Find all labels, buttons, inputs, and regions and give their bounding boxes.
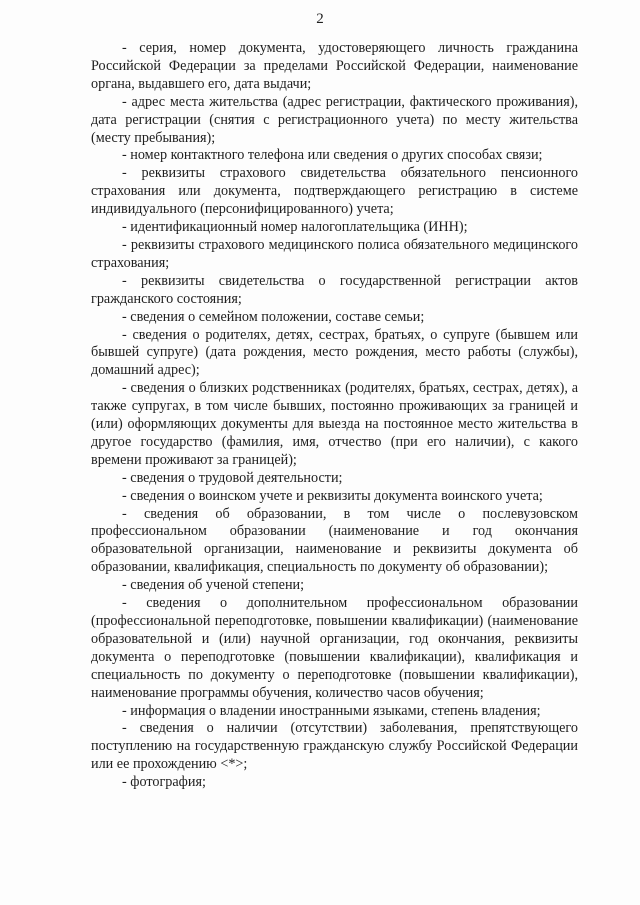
list-item: - сведения об ученой степени;	[122, 577, 305, 594]
list-item: - реквизиты свидетельства о государственной регистрации актов гражданского состояния;	[91, 272, 578, 307]
document-body	[91, 40, 578, 792]
list-item: - сведения о семейном положении, составе семьи;	[122, 308, 425, 325]
list-item: - сведения о близких родственниках (родителях, братьях, сестрах, детях), а также супругах, в том числе бывших, постоянно проживающих за границей и (или) оформляющих документы для выезда на постоянное место жительства в другое государство (фамилия, имя, отчество (при его наличии), с какого времени проживают за границей);	[91, 380, 578, 468]
list-item: - сведения о воинском учете и реквизиты документа воинского учета;	[122, 487, 543, 504]
list-item: - сведения о родителях, детях, сестрах, братьях, о супруге (бывшем или бывшей супруге) (дата рождения, место рождения, место работы (службы), домашний адрес);	[91, 326, 578, 379]
list-item: - реквизиты страхового свидетельства обязательного пенсионного страхования или документа, подтверждающего регистрацию в системе индивидуального (персонифицированного) учета;	[91, 165, 578, 218]
list-item: - фотография;	[122, 774, 206, 791]
list-item: - реквизиты страхового медицинского полиса обязательного медицинского страхования;	[91, 236, 578, 271]
list-item: - адрес места жительства (адрес регистрации, фактического проживания), дата регистрации (снятия с регистрационного учета) по месту жительства (месту пребывания);	[91, 93, 578, 146]
list-item: - серия, номер документа, удостоверяющего личность гражданина Российской Федерации за пределами Российской Федерации, наименование органа, выдавшего его, дата выдачи;	[91, 40, 578, 92]
list-item: - сведения о трудовой деятельности;	[122, 469, 343, 486]
list-item: - идентификационный номер налогоплательщика (ИНН);	[122, 219, 468, 236]
list-item: - сведения о дополнительном профессиональном образовании (профессиональной переподготовке, повышении квалификации) (наименование образовательной и (или) научной организации, год окончания, реквизиты документа о переподготовке (повышении квалификации), квалификация и специальность по документу о переподготовке (повышении квалификации), наименование программы обучения, количество часов обучения;	[91, 595, 578, 701]
list-item: - информация о владении иностранными языками, степень владения;	[122, 702, 541, 719]
list-item: - сведения о наличии (отсутствии) заболевания, препятствующего поступлению на государственную гражданскую службу Российской Федерации или ее прохождению <*>;	[91, 720, 578, 773]
page-number: 2	[316, 11, 324, 27]
list-item: - сведения об образовании, в том числе о послевузовском профессиональном образовании (наименование и год окончания образовательной организации, наименование и реквизиты документа об образовании, квалификация, специальность по документу об образовании);	[91, 505, 578, 576]
list-item: - номер контактного телефона или сведения о других способах связи;	[122, 147, 543, 164]
